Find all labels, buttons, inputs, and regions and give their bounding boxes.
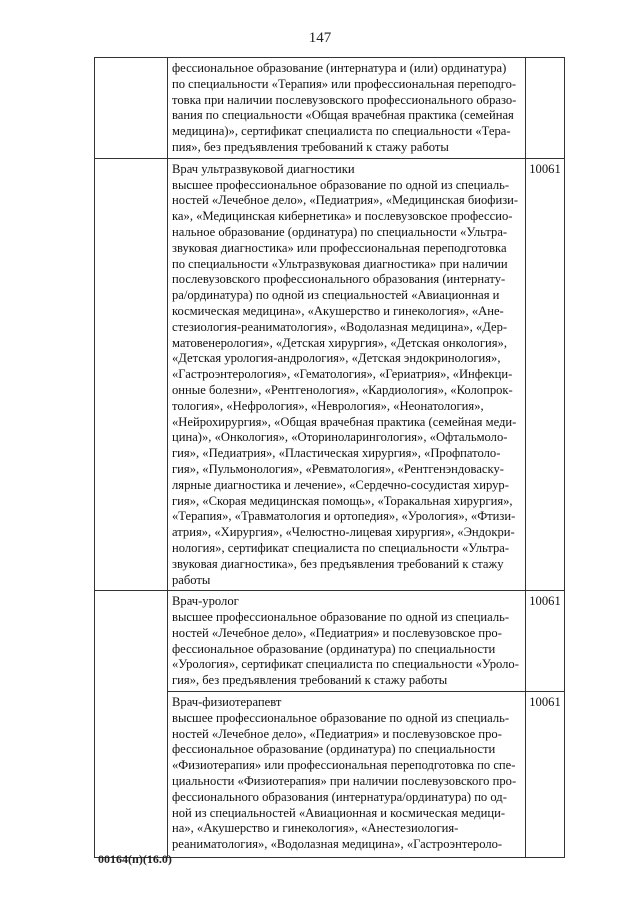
text-line: «Гастроэнтерология», «Гематология», «Гериатрия», «Инфекци-: [172, 367, 513, 382]
text-line: фессиональное образование (интернатура и (или) ординатура): [172, 61, 507, 75]
code-cell: [526, 692, 565, 858]
text-line: фессиональное образование (ординатура) по специальности: [172, 641, 496, 656]
text-line: «Детская урология-андрология», «Детская эндокринология»,: [172, 351, 501, 366]
text-line: лярные диагностика и лечение», «Сердечно-сосудистая хирур-: [172, 477, 509, 492]
document-code: 00164(п)(16.0): [98, 852, 172, 866]
text-line: высшее профессиональное образование по одной из специаль-: [172, 177, 510, 192]
text-line: ностей «Лечебное дело», «Педиатрия», «Медицинская биофизи-: [172, 193, 519, 208]
page-number: 147: [308, 30, 332, 46]
text-line: высшее профессиональное образование по одной из специаль-: [172, 710, 510, 725]
empty-cell: [95, 158, 168, 591]
text-line: товка при наличии послевузовского профессионального образо-: [172, 92, 517, 107]
text-line: по специальности «Ультразвуковая диагностика» при наличии: [172, 256, 508, 271]
table-row: [95, 591, 565, 692]
text-line: «Нейрохирургия», «Общая врачебная практика (семейная меди-: [172, 414, 517, 429]
text-line: ка», «Медицинская кибернетика» и послевузовское профессио-: [172, 209, 513, 224]
text-line: Врач ультразвуковой диагностики: [172, 161, 355, 176]
text-line: ностей «Лечебное дело», «Педиатрия» и послевузовское про-: [172, 726, 502, 741]
text-line: работы: [172, 572, 211, 587]
text-line: космическая медицина», «Акушерство и гинекология», «Ане-: [172, 303, 504, 318]
text-line: реаниматология», «Водолазная медицина», «Гастроэнтероло-: [172, 837, 503, 852]
text-line: медицина)», сертификат специалиста по специальности «Тера-: [172, 124, 511, 139]
text-line: высшее профессиональное образование по одной из специаль-: [172, 610, 510, 625]
text-line: пия», без предъявления требований к стажу работы: [172, 139, 449, 154]
code-value: 10061: [529, 594, 561, 609]
text-line: гия», без предъявления требований к стажу работы: [172, 673, 448, 688]
text-line: гия», «Пульмонология», «Ревматология», «Рентгенэндоваску-: [172, 461, 504, 476]
text-line: циальности «Физиотерапия» при наличии послевузовского про-: [172, 774, 517, 789]
code-cell: [526, 158, 565, 591]
empty-cell: [95, 58, 168, 159]
table-row: [95, 58, 565, 159]
text-line: звуковая диагностика», без предъявления требований к стажу: [172, 556, 504, 571]
text-line: Врач-уролог: [172, 594, 239, 609]
requirements-cell: [168, 591, 526, 692]
requirements-cell: [168, 692, 526, 858]
text-line: тология», «Нефрология», «Неврология», «Неонатология»,: [172, 398, 484, 413]
empty-cell: [95, 591, 168, 858]
text-line: «Урология», сертификат специалиста по специальности «Уроло-: [172, 657, 519, 672]
text-line: послевузовского профессионального образования (интернату-: [172, 272, 506, 287]
code-cell: [526, 591, 565, 692]
text-line: по специальности «Терапия» или профессиональная переподго-: [172, 76, 517, 91]
text-line: на», «Акушерство и гинекология», «Анестезиология-: [172, 821, 459, 836]
requirements-text: [168, 159, 525, 591]
text-line: «Терапия», «Травматология и ортопедия», «Урология», «Фтизи-: [172, 509, 516, 524]
text-line: ра/ординатура) по одной из специальностей «Авиационная и: [172, 288, 500, 303]
text-line: фессионального образования (интернатура/ординатура) по од-: [172, 789, 507, 804]
requirements-text: [168, 58, 525, 158]
qualification-table: [94, 57, 565, 858]
requirements-text: [168, 692, 525, 855]
text-line: нальное образование (ординатура) по специальности «Ультра-: [172, 224, 508, 239]
text-line: вания по специальности «Общая врачебная практика (семейная: [172, 108, 514, 123]
code-value: 10061: [529, 161, 561, 176]
requirements-text: [168, 591, 525, 691]
text-line: онные болезни», «Рентгенология», «Кардиология», «Колопрок-: [172, 382, 513, 397]
text-line: цина)», «Онкология», «Оториноларингология», «Офтальмоло-: [172, 430, 508, 445]
text-line: гия», «Скорая медицинская помощь», «Торакальная хирургия»,: [172, 493, 513, 508]
requirements-cell: [168, 58, 526, 159]
text-line: гия», «Педиатрия», «Пластическая хирургия», «Профпатоло-: [172, 446, 501, 461]
text-line: ной из специальностей «Авиационная и космическая медици-: [172, 805, 506, 820]
table-row: [95, 158, 565, 591]
requirements-cell: [168, 158, 526, 591]
text-line: ностей «Лечебное дело», «Педиатрия» и послевузовское про-: [172, 625, 502, 640]
text-line: атрия», «Хирургия», «Челюстно-лицевая хирургия», «Эндокри-: [172, 525, 515, 540]
text-line: Врач-физиотерапевт: [172, 695, 282, 710]
code-value: 10061: [529, 695, 561, 710]
code-cell: [526, 58, 565, 159]
text-line: нология», сертификат специалиста по специальности «Ультра-: [172, 540, 510, 555]
text-line: звуковая диагностика» или профессиональная переподготовка: [172, 240, 507, 255]
text-line: «Физиотерапия» или профессиональная переподготовка по спе-: [172, 758, 516, 773]
text-line: стезиология-реаниматология», «Водолазная медицина», «Дер-: [172, 319, 508, 334]
code-value: [526, 58, 564, 61]
text-line: фессиональное образование (ординатура) по специальности: [172, 742, 496, 757]
text-line: матовенерология», «Детская хирургия», «Детская онкология»,: [172, 335, 507, 350]
